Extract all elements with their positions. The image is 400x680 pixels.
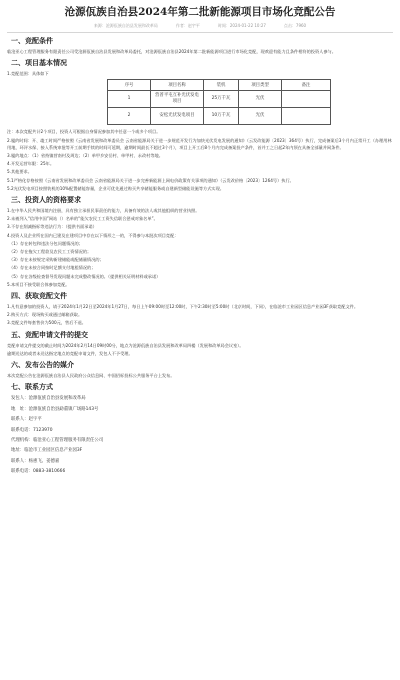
paragraph: 1.竞配范围：具体如下 xyxy=(7,71,49,77)
table-header-row xyxy=(108,80,331,91)
paragraph: 竞配申请文件提交的截止时间为2024年2月14日09时00分，地点为沧源佤族自治县发展和改革局四楼（发展和改革局会议室）。 xyxy=(7,342,244,348)
table-cell: 安松光伏发电项目 xyxy=(151,108,204,125)
contact-line: 地址：临沧市工业园区信息产业园3F xyxy=(11,448,83,454)
section-heading-qualifications: 三、投资人的资格要求 xyxy=(11,195,81,205)
paragraph: 本次竞配公告在沧源佤族自治县人民政府公众信息网、中国招标投标公共服务平台上发布。 xyxy=(7,373,175,379)
paragraph: 逾期送达的或者未送达指定地点的竞配申请文件，发包人不予受理。 xyxy=(7,350,133,356)
table-row xyxy=(108,91,331,108)
table-cell: 25万千瓦 xyxy=(204,91,239,108)
list-item: （5）存在各级检查督导发现问题未完成整改情况的。（提供相关证明材料或承诺） xyxy=(9,273,161,279)
table-cell: 光伏 xyxy=(239,91,282,108)
meta-author: 作者：赵宇平 xyxy=(175,23,200,28)
table-cell xyxy=(282,108,331,125)
column-header: 项目类型 xyxy=(239,80,282,91)
table-cell xyxy=(282,91,331,108)
contact-line: 联系电话：0883-3810666 xyxy=(11,469,66,475)
article-meta xyxy=(7,22,393,30)
section-heading-media: 六、发布公告的媒介 xyxy=(11,360,74,370)
table-cell: 10万千瓦 xyxy=(204,108,239,125)
title-divider xyxy=(7,32,393,33)
paragraph: 2.未被列入“信用中国”网站（）名单的“能欠农民工工资失信联合惩戒对象名单”。 xyxy=(7,216,158,222)
section-heading-submission: 五、竞配申请文件的提交 xyxy=(11,329,88,339)
meta-source: 来源：沧源佤族自治县发展和改革局 xyxy=(93,23,158,28)
contact-block xyxy=(7,394,393,477)
table-cell: 2 xyxy=(108,108,151,125)
paragraph: 4.开发运营年限：25年。 xyxy=(7,161,55,167)
paragraph: 5.2光伏发电项目按照装机的10%配置储能容量，企业可优先通过购买共享储能服务或自建新型储能设施等方式实现。 xyxy=(7,185,224,191)
contact-line: 联系人：杨惠飞、姜德嘉 xyxy=(11,458,60,464)
project-table xyxy=(107,79,331,125)
paragraph: 5.本项目不接受联合体参加竞配。 xyxy=(7,281,70,287)
paragraph: 3.竞配文件每套售价为500元，售后不退。 xyxy=(7,320,86,326)
table-cell: 1 xyxy=(108,91,151,108)
table-cell: 营普平屯互补光伏发电项目 xyxy=(151,91,204,108)
paragraph: 注：本次竞配共计2个项目，投资人可根据自身情况参加其中任意一个或多个项目。 xyxy=(7,129,161,135)
paragraph: 临沧亚心工程管理服务有限责任公司受沧源佤族自治县发展和改革局委托，对沧源佤族自治县2024年第二批新能源项目进行市场化竞配，现欢迎有能力且条件相符的投资人参与。 xyxy=(7,49,336,54)
paragraph: 1.凡有意参加的投资人，请于2024年1月22日至2024年1月27日，每日上午09:00时至12:00时，下午2:30时至5:00时（北京时间，下同），在临沧市工业园区信息产业园3F获取竞配文件。 xyxy=(7,304,359,310)
paragraph: 4.投资人及企业所在国内已建及在建项目中存在以下情形之一的，不得参与本批次项目竞配： xyxy=(7,232,179,238)
contact-line: 发包人：沧源佤族自治县发展和改革局 xyxy=(11,396,86,402)
paragraph: 2.购买方式：现场购买或通过邮箱获取。 xyxy=(7,312,83,318)
contact-line: 代理机构：临沧亚心工程管理服务有限责任公司 xyxy=(11,437,104,443)
list-item: （4）存在未按合同按时足额支付地租情况的； xyxy=(9,265,96,271)
list-item: （2）存在拖欠工程款及农民工工资情况的； xyxy=(9,249,92,255)
contact-line: 联系电话：7123970 xyxy=(11,427,53,433)
contact-line: 联系人：赵宇平 xyxy=(11,417,42,423)
section-heading-project-info: 二、项目基本情况 xyxy=(11,58,67,68)
column-header: 项目名称 xyxy=(151,80,204,91)
meta-views: 点击：7960 xyxy=(283,23,307,28)
section-heading-obtain-documents: 四、获取竞配文件 xyxy=(11,291,67,301)
table-row xyxy=(108,108,331,125)
paragraph: 3.履约地点：（1）省持镇营南村及周边；（2）单甲乡安岳村、单甲村、永改村等地。 xyxy=(7,153,163,159)
table-cell: 光伏 xyxy=(239,108,282,125)
paragraph: 5.1严格化存格按照《云南省发展和改革委员会 云南省能源局关于进一步完善新能源上网电价政策有关事项的通知》（云发改价格〔2023〕1264号）执行。 xyxy=(7,177,294,183)
paragraph: 3.不存在削减指标等违法行为：（提供书面承诺） xyxy=(7,224,97,230)
list-item: （3）存在未按规定采购新建储能或配储量情况的； xyxy=(9,257,104,263)
column-header: 装机 xyxy=(204,80,239,91)
column-header: 序号 xyxy=(108,80,151,91)
paragraph: 2.履约时间：开、竣工时间严格按照《云南省发展和改革委员会 云南省能源局关于进一步规范开发行为加快光伏发电发展的通知》（云发改能源〔2023〕364号）执行，完成备案后3个月内正常开工（办理用林用地、环评水保、接入系统审批等开工前期手续的时间可延期，逾期时间最长不超过3个月），项目上开工后8个月内完成备案投产条件，首并工之日起2年内须在具备全部量并网条件。 xyxy=(7,137,392,150)
section-heading-conditions: 一、竞配条件 xyxy=(11,36,53,45)
paragraph: 1.在中华人民共和国境内注册，具有独立承担民事责任的能力，具备有效的法人或其他组织的营业执照。 xyxy=(7,208,200,214)
paragraph: 5.其他要求。 xyxy=(7,169,32,175)
page-title: 沧源佤族自治县2024年第二批新能源项目市场化竞配公告 xyxy=(64,6,336,18)
contact-line: 地 址：沧源佤族自治县勐董镇广场路143号 xyxy=(11,406,99,412)
meta-time: 时间：2024-01-22 10:27 xyxy=(217,23,266,28)
section-heading-contact: 七、联系方式 xyxy=(11,382,53,392)
list-item: （1）存在转包和违法分包问题情况的； xyxy=(9,240,83,246)
column-header: 备注 xyxy=(282,80,331,91)
